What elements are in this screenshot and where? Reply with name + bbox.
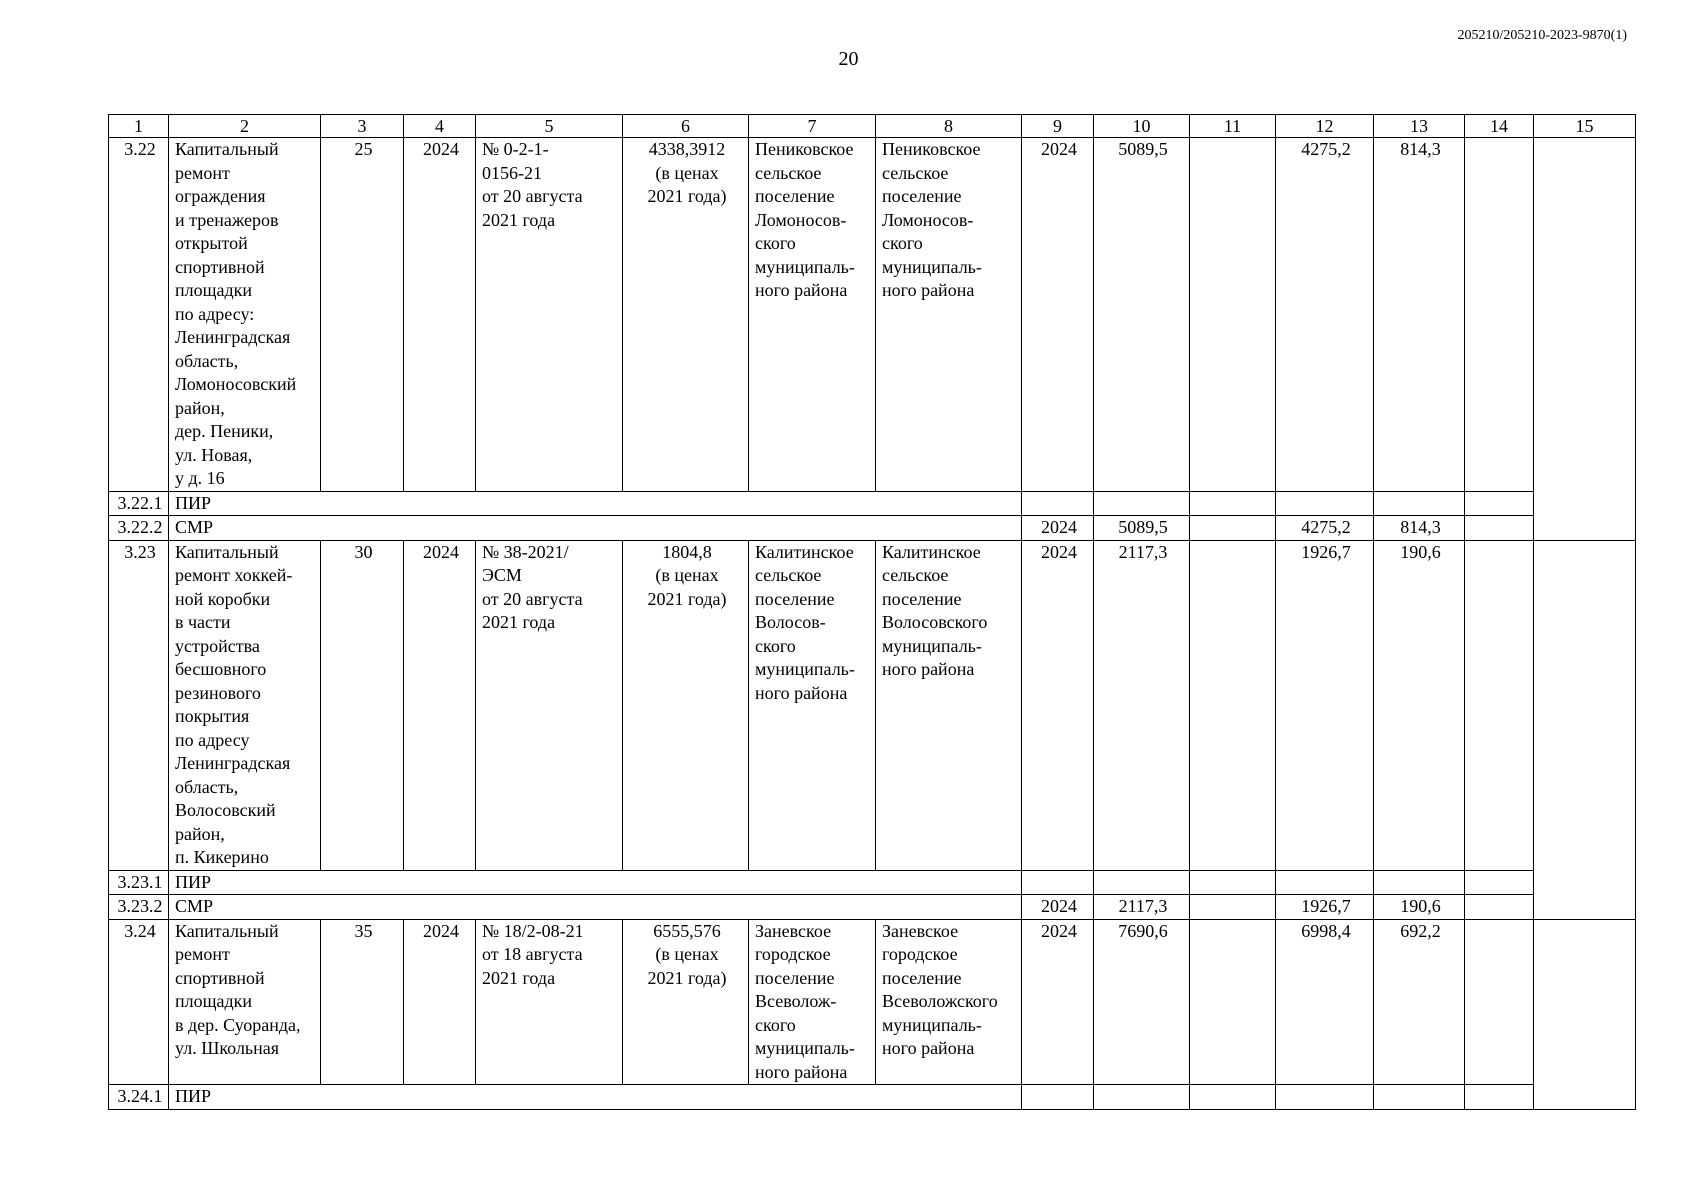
cell-c10 [1094, 1085, 1190, 1110]
cell-line: Калитинское [755, 541, 854, 562]
cell-line: ского [882, 233, 923, 253]
cell-line: 2021 года) [647, 588, 727, 609]
cell-c13: 190,6 [1374, 540, 1465, 870]
cell-c13 [1374, 870, 1465, 895]
cell-line: поселение [882, 967, 962, 988]
cell-line: ного района [755, 682, 848, 703]
cell-line: ного района [755, 1061, 848, 1082]
cell-line: Волосовский [175, 800, 276, 820]
cell-line: сельское [755, 565, 822, 585]
cell-c3: 35 [321, 919, 404, 1085]
cell-c14 [1465, 540, 1534, 870]
cell-c10: 7690,6 [1094, 919, 1190, 1085]
cell-line: № 38-2021/ [482, 541, 569, 562]
cell-c13 [1374, 491, 1465, 516]
cell-c4: 2024 [404, 919, 476, 1085]
cell-line: сельское [882, 565, 949, 585]
cell-c11 [1190, 895, 1276, 920]
cell-line: ского [755, 233, 796, 253]
col-header: 13 [1374, 115, 1465, 138]
cell-c13 [1374, 1085, 1465, 1110]
row-number: 3.22.1 [109, 491, 169, 516]
cell-line: 2021 года [482, 967, 556, 988]
cell-c11 [1190, 870, 1276, 895]
stage-label: СМР [169, 516, 1022, 541]
cell-c15 [1534, 540, 1636, 919]
cell-c9: 2024 [1022, 540, 1094, 870]
cell-line: Капитальный [175, 139, 279, 159]
cell-line: ной коробки [175, 588, 271, 609]
cell-line: (в ценах [655, 162, 719, 183]
cell-c12: 4275,2 [1276, 516, 1374, 541]
table-row [109, 516, 1636, 541]
row-number: 3.24.1 [109, 1085, 169, 1110]
cell-c10 [1094, 491, 1190, 516]
cell-line: спортивной [175, 967, 265, 988]
cell-line: муниципаль- [755, 1038, 855, 1058]
cell-line: 2021 года [482, 612, 556, 632]
cell-c11 [1190, 491, 1276, 516]
document-id: 205210/205210-2023-9870(1) [1457, 28, 1627, 43]
cell-line: ремонт [175, 944, 230, 964]
cell-c9: 2024 [1022, 919, 1094, 1085]
cell-c8 [876, 540, 1022, 870]
cell-c15 [1534, 138, 1636, 541]
cell-line: область, [175, 350, 239, 371]
cell-line: бесшовного [175, 659, 267, 679]
table-row [109, 919, 1636, 1085]
cell-line: Всеволож- [755, 991, 837, 1011]
cell-line: 4338,3912 [648, 139, 726, 159]
cell-line: ного района [882, 1038, 975, 1058]
col-header: 1 [109, 115, 169, 138]
row-number: 3.23 [109, 540, 169, 870]
cell-line: п. Кикерино [175, 847, 269, 867]
cell-c9: 2024 [1022, 138, 1094, 492]
cell-line: Заневское [882, 920, 959, 941]
cell-c9 [1022, 1085, 1094, 1110]
row-number: 3.22.2 [109, 516, 169, 541]
cell-c13: 814,3 [1374, 138, 1465, 492]
cell-line: Пениковское [882, 139, 981, 159]
table-row [109, 491, 1636, 516]
cell-line: устройства [175, 635, 260, 656]
cell-line: поселение [882, 186, 962, 206]
cell-c11 [1190, 540, 1276, 870]
cell-c7 [749, 540, 876, 870]
col-header: 2 [169, 115, 321, 138]
col-header: 11 [1190, 115, 1276, 138]
cell-c12 [1276, 491, 1374, 516]
cell-line: Капитальный [175, 541, 279, 562]
table-row [109, 540, 1636, 870]
cell-line: покрытия [175, 706, 250, 726]
stage-label: СМР [169, 895, 1022, 920]
cell-line: от 20 августа [482, 186, 583, 206]
cell-c8 [876, 919, 1022, 1085]
cell-line: 2021 года) [647, 967, 727, 988]
cell-c13: 190,6 [1374, 895, 1465, 920]
cell-c10: 2117,3 [1094, 895, 1190, 920]
cell-c14 [1465, 1085, 1534, 1110]
cell-c11 [1190, 138, 1276, 492]
cell-c6 [623, 919, 749, 1085]
cell-line: Ломоносов- [882, 209, 974, 230]
cell-line: и тренажеров [175, 209, 279, 230]
cell-line: 2021 года [482, 209, 556, 230]
cell-line: Калитинское [882, 541, 981, 562]
cell-c5 [476, 919, 623, 1085]
cell-line: по адресу [175, 729, 250, 750]
cell-line: муниципаль- [755, 659, 855, 679]
cell-c6 [623, 138, 749, 492]
cell-line: городское [882, 944, 958, 964]
cell-c10: 5089,5 [1094, 516, 1190, 541]
cell-c12 [1276, 870, 1374, 895]
cell-line: по адресу: [175, 303, 255, 324]
col-header: 5 [476, 115, 623, 138]
cell-line: Волосов- [755, 612, 826, 632]
cell-line: поселение [755, 588, 835, 609]
cell-c14 [1465, 516, 1534, 541]
cell-line: ного района [882, 659, 975, 679]
table-row [109, 138, 1636, 492]
cell-c9 [1022, 870, 1094, 895]
cell-line: поселение [882, 588, 962, 609]
cell-line: спортивной [175, 256, 265, 277]
cell-line: ЭСМ [482, 565, 522, 585]
cell-line: 1804,8 [662, 541, 712, 562]
col-header: 12 [1276, 115, 1374, 138]
cell-c12: 4275,2 [1276, 138, 1374, 492]
cell-line: область, [175, 776, 239, 797]
cell-c3: 30 [321, 540, 404, 870]
cell-c5 [476, 540, 623, 870]
cell-line: Ломоносовский [175, 374, 297, 394]
cell-line: Ломоносов- [755, 209, 847, 230]
cell-c10 [1094, 870, 1190, 895]
cell-line: ул. Новая, [175, 444, 253, 465]
cell-c12 [1276, 1085, 1374, 1110]
cell-line: Ленинградская [175, 327, 291, 347]
cell-line: (в ценах [655, 565, 719, 585]
cell-c4: 2024 [404, 138, 476, 492]
column-number-row [109, 115, 1636, 138]
cell-line: муниципаль- [755, 256, 855, 277]
cell-c11 [1190, 919, 1276, 1085]
cell-c11 [1190, 1085, 1276, 1110]
cell-c5 [476, 138, 623, 492]
cell-line: район, [175, 823, 225, 844]
cell-line: открытой [175, 233, 248, 253]
cell-c14 [1465, 138, 1534, 492]
row-number: 3.23.2 [109, 895, 169, 920]
cell-c9 [1022, 491, 1094, 516]
cell-line: сельское [755, 162, 822, 183]
cell-line: Всеволожского [882, 991, 998, 1011]
cell-line: район, [175, 397, 225, 418]
page-number: 20 [838, 48, 859, 70]
cell-line: ремонт [175, 162, 230, 183]
cell-line: 6555,576 [653, 920, 721, 941]
object-name [169, 138, 321, 492]
cell-line: Ленинградская [175, 753, 291, 773]
col-header: 10 [1094, 115, 1190, 138]
stage-label: ПИР [169, 491, 1022, 516]
col-header: 4 [404, 115, 476, 138]
object-name [169, 540, 321, 870]
row-number: 3.23.1 [109, 870, 169, 895]
col-header: 6 [623, 115, 749, 138]
cell-line: площадки [175, 991, 253, 1011]
cell-c14 [1465, 870, 1534, 895]
cell-line: № 0-2-1- [482, 139, 549, 159]
cell-c12: 6998,4 [1276, 919, 1374, 1085]
cell-line: ного района [755, 280, 848, 300]
cell-line: Пениковское [755, 139, 854, 159]
cell-line: № 18/2-08-21 [482, 920, 584, 941]
cell-line: муниципаль- [882, 1014, 982, 1035]
stage-label: ПИР [169, 870, 1022, 895]
cell-c6 [623, 540, 749, 870]
cell-line: муниципаль- [882, 256, 982, 277]
col-header: 7 [749, 115, 876, 138]
cell-c7 [749, 919, 876, 1085]
object-name [169, 919, 321, 1085]
cell-c11 [1190, 516, 1276, 541]
cell-line: поселение [755, 967, 835, 988]
cell-line: площадки [175, 280, 253, 300]
table-row [109, 895, 1636, 920]
cell-line: 2021 года) [647, 186, 727, 206]
cell-c14 [1465, 491, 1534, 516]
cell-c15 [1534, 919, 1636, 1109]
cell-line: поселение [755, 186, 835, 206]
cell-line: дер. Пеники, [175, 421, 274, 441]
cell-line: ремонт хоккей- [175, 565, 293, 585]
cell-line: от 20 августа [482, 588, 583, 609]
cell-c13: 814,3 [1374, 516, 1465, 541]
cell-c4: 2024 [404, 540, 476, 870]
cell-line: у д. 16 [175, 468, 225, 488]
col-header: 15 [1534, 115, 1636, 138]
cell-line: городское [755, 944, 831, 964]
cell-line: ского [755, 1014, 796, 1035]
cell-c9: 2024 [1022, 895, 1094, 920]
cell-line: в части [175, 612, 231, 632]
cell-c12: 1926,7 [1276, 540, 1374, 870]
cell-c14 [1465, 895, 1534, 920]
cell-c8 [876, 138, 1022, 492]
cell-line: муниципаль- [882, 635, 982, 656]
cell-line: ного района [882, 280, 975, 300]
col-header: 9 [1022, 115, 1094, 138]
cell-line: сельское [882, 162, 949, 183]
table-row [109, 870, 1636, 895]
cell-line: Капитальный [175, 920, 279, 941]
cell-line: ул. Школьная [175, 1038, 280, 1058]
col-header: 8 [876, 115, 1022, 138]
stage-label: ПИР [169, 1085, 1022, 1110]
cell-line: ограждения [175, 186, 266, 206]
cell-line: в дер. Суоранда, [175, 1014, 301, 1035]
col-header: 14 [1465, 115, 1534, 138]
cell-line: Заневское [755, 920, 832, 941]
data-table [108, 114, 1636, 1110]
col-header: 3 [321, 115, 404, 138]
cell-c12: 1926,7 [1276, 895, 1374, 920]
cell-c9: 2024 [1022, 516, 1094, 541]
cell-line: (в ценах [655, 944, 719, 964]
cell-line: ского [755, 635, 796, 656]
cell-c10: 2117,3 [1094, 540, 1190, 870]
cell-line: 0156-21 [482, 162, 542, 183]
cell-line: Волосовского [882, 612, 988, 632]
cell-c3: 25 [321, 138, 404, 492]
cell-line: от 18 августа [482, 944, 583, 964]
table-row [109, 1085, 1636, 1110]
cell-c10: 5089,5 [1094, 138, 1190, 492]
cell-line: резинового [175, 682, 261, 703]
row-number: 3.22 [109, 138, 169, 492]
cell-c7 [749, 138, 876, 492]
cell-c14 [1465, 919, 1534, 1085]
cell-c13: 692,2 [1374, 919, 1465, 1085]
row-number: 3.24 [109, 919, 169, 1085]
